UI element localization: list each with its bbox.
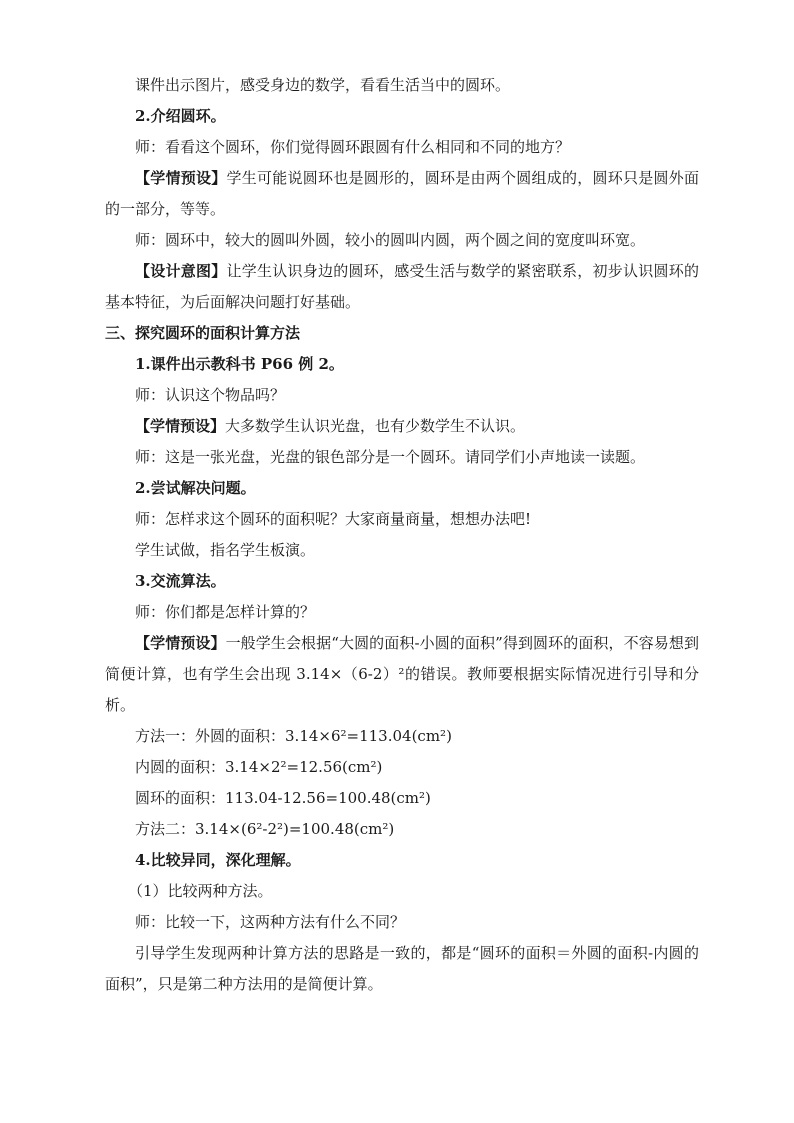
tag-student-preview: 【学情预设】 [135,417,226,435]
paragraph-teacher-disc: 师：这是一张光盘，光盘的银色部分是一个圆环。请同学们小声地读一读题。 [135,448,646,466]
paragraph-teacher-how-calc: 师：你们都是怎样计算的？ [135,603,316,621]
paragraph-student-preview-3 [105,628,699,721]
design-intent-text: 让学生认识身边的圆环，感受生活与数学的紧密联系，初步认识圆环的基本特征，为后面解决问题打好基础。 [105,262,699,311]
student-preview-text: 大多数学生认识光盘，也有少数学生不认识。 [225,417,526,435]
paragraph-student-preview-2 [105,411,699,442]
student-preview-text: 一般学生会根据“大圆的面积-小圆的面积”得到圆环的面积，不容易想到简便计算，也有学生会出现 3.14×（6-2）²的错误。教师要根据实际情况进行引导和分析。 [105,634,699,714]
heading-introduce-ring: 2.介绍圆环。 [135,107,226,125]
paragraph-students-try: 学生试做，指名学生板演。 [135,541,316,559]
heading-exchange-methods: 3.交流算法。 [135,572,226,590]
formula-inner-circle: 内圆的面积：3.14×2²=12.56(cm²) [135,758,383,776]
paragraph-guide-students: 引导学生发现两种计算方法的思路是一致的，都是“圆环的面积＝外圆的面积-内圆的面积”，只是第二种方法用的是简便计算。 [105,944,699,993]
formula-method-two: 方法二：3.14×(6²-2²)=100.48(cm²) [135,820,395,838]
tag-design-intent: 【设计意图】 [135,262,227,280]
formula-method-one: 方法一：外圆的面积：3.14×6²=113.04(cm²) [135,727,452,745]
paragraph-teacher-question: 师：看看这个圆环，你们觉得圆环跟圆有什么相同和不同的地方？ [135,138,571,156]
paragraph-teacher-recognize: 师：认识这个物品吗？ [135,386,286,404]
paragraph-courseware-intro: 课件出示图片，感受身边的数学，看看生活当中的圆环。 [135,76,511,94]
paragraph-teacher-compare: 师：比较一下，这两种方法有什么不同？ [135,913,406,931]
student-preview-text: 学生可能说圆环也是圆形的，圆环是由两个圆组成的，圆环只是圆外面的一部分，等等。 [105,169,699,218]
tag-student-preview: 【学情预设】 [135,634,226,652]
paragraph-ring-definition: 师：圆环中，较大的圆叫外圆，较小的圆叫内圆，两个圆之间的宽度叫环宽。 [135,231,646,249]
paragraph-design-intent [105,256,699,318]
document-body [105,70,699,1000]
formula-ring-area: 圆环的面积：113.04-12.56=100.48(cm²) [135,789,431,807]
paragraph-student-preview-1 [105,163,699,225]
heading-compare: 4.比较异同，深化理解。 [135,851,301,869]
tag-student-preview: 【学情预设】 [135,169,227,187]
heading-try-solve: 2.尝试解决问题。 [135,479,256,497]
paragraph-compare-methods: （1）比较两种方法。 [128,882,273,900]
paragraph-teacher-how: 师：怎样求这个圆环的面积呢？大家商量商量，想想办法吧! [135,510,532,528]
heading-courseware-example: 1.课件出示教科书 P66 例 2。 [135,355,344,373]
section-heading-explore-area: 三、探究圆环的面积计算方法 [105,324,301,342]
